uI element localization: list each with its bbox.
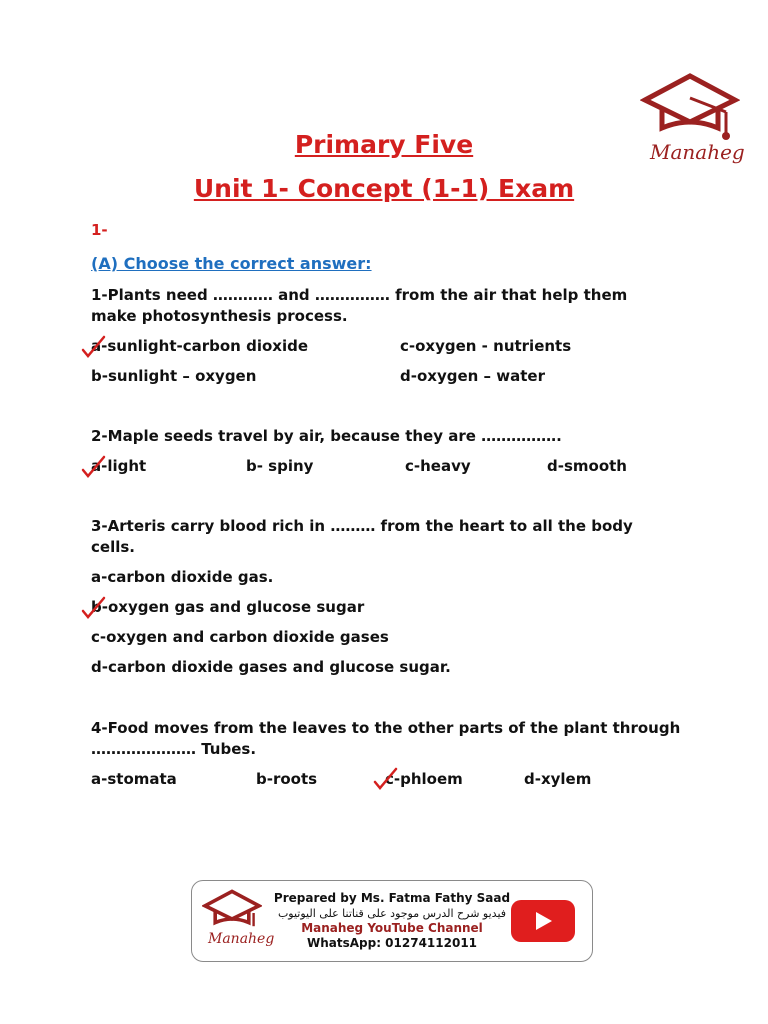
question-2-option-d: d-smooth: [547, 457, 627, 475]
question-4-option-c: c-phloem: [385, 770, 463, 788]
question-4-option-a: a-stomata: [91, 770, 177, 788]
section-heading: (A) Choose the correct answer:: [91, 254, 372, 273]
question-number: 1-: [91, 221, 108, 239]
footer-card: [191, 880, 593, 962]
footer-logo: [202, 889, 275, 955]
question-2-option-c: c-heavy: [405, 457, 471, 475]
page-title: Primary Five: [294, 130, 474, 159]
question-1-option-c: c-oxygen - nutrients: [400, 337, 572, 355]
question-4-text-line1: 4-Food moves from the leaves to the other parts of the plant through: [91, 719, 681, 737]
question-3-option-d: d-carbon dioxide gases and glucose sugar.: [91, 658, 451, 676]
question-1-text-line2: make photosynthesis process.: [91, 307, 348, 325]
youtube-play-icon[interactable]: [510, 899, 576, 943]
whatsapp-number: WhatsApp: 01274112011: [306, 936, 478, 950]
question-3-option-a: a-carbon dioxide gas.: [91, 568, 274, 586]
question-1-text-line1: 1-Plants need ………… and …………… from the air that help them: [91, 286, 628, 304]
question-4-text-line2: ………………… Tubes.: [91, 740, 257, 758]
question-3-text-line1: 3-Arteris carry blood rich in ……… from the heart to all the body: [91, 517, 633, 535]
question-2-option-b: b- spiny: [246, 457, 314, 475]
check-mark-icon: [372, 766, 398, 792]
question-1-option-b: b-sunlight – oxygen: [91, 367, 257, 385]
check-mark-icon: [80, 454, 106, 480]
logo-text: Manaheg: [650, 140, 745, 164]
question-3-option-b: b-oxygen gas and glucose sugar: [91, 598, 365, 616]
graduation-cap-logo-icon: [202, 889, 262, 931]
question-2-text: 2-Maple seeds travel by air, because they are …………….: [91, 427, 562, 445]
question-3-text-line2: cells.: [91, 538, 135, 556]
check-mark-icon: [80, 334, 106, 360]
question-1-option-a: a-sunlight-carbon dioxide: [91, 337, 308, 355]
question-4-option-b: b-roots: [256, 770, 318, 788]
footer-logo-text: Manaheg: [208, 931, 275, 947]
question-2-option-a: a-light: [91, 457, 147, 475]
question-1-option-d: d-oxygen – water: [400, 367, 545, 385]
check-mark-icon: [80, 595, 106, 621]
prepared-by: Prepared by Ms. Fatma Fathy Saad: [273, 891, 511, 905]
arabic-note: فيديو شرح الدرس موجود على قناتنا على اليوتيوب: [277, 907, 507, 920]
question-4-option-d: d-xylem: [524, 770, 592, 788]
question-3-option-c: c-oxygen and carbon dioxide gases: [91, 628, 389, 646]
page-subtitle: Unit 1- Concept (1-1) Exam: [193, 174, 575, 203]
channel-name: Manaheg YouTube Channel: [301, 921, 483, 935]
